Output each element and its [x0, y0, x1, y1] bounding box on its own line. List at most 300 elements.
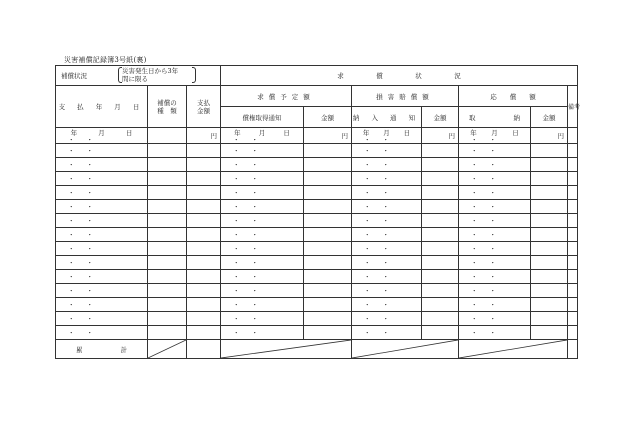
- comp-type-line-2: 種 類: [157, 106, 177, 115]
- month-unit: 月: [383, 129, 390, 137]
- yen-unit: 円: [210, 132, 218, 140]
- table-row: [56, 172, 578, 186]
- date-dot: ・: [489, 329, 497, 337]
- date-dot: ・: [382, 273, 390, 281]
- date-dot: ・: [489, 301, 497, 309]
- remarks-cell: [568, 242, 578, 256]
- comp-type-cell: [148, 242, 187, 256]
- comp-type-cell: [148, 144, 187, 158]
- date-dot: ・: [233, 203, 240, 211]
- remarks-cell: [568, 270, 578, 284]
- payment-date-cell: [56, 128, 148, 144]
- payment-notice-date-cell: [352, 128, 422, 144]
- table-row: [56, 242, 578, 256]
- receipt-date-cell: [459, 144, 531, 158]
- date-dot: ・: [86, 287, 93, 295]
- date-dot: ・: [471, 245, 478, 253]
- table-row: [56, 200, 578, 214]
- date-dot: ・: [251, 217, 259, 225]
- date-dot: ・: [251, 259, 259, 267]
- payment-notice-date-cell: [352, 326, 422, 340]
- table-row: [56, 326, 578, 340]
- receipt-subheading: [459, 107, 531, 128]
- date-dot: ・: [489, 175, 497, 183]
- cumulative-response-cell: [459, 340, 568, 359]
- receipt-subheading-1: 取: [469, 113, 476, 122]
- date-dot: ・: [382, 147, 390, 155]
- date-dot: ・: [382, 136, 390, 144]
- date-dot: ・: [382, 301, 390, 309]
- planned-amount-cell: [304, 158, 352, 172]
- remarks-heading: 備考: [568, 86, 578, 128]
- cumulative-type-cell: [148, 340, 187, 359]
- payment-amount-cell: [187, 214, 221, 228]
- payment-amount-cell: [187, 242, 221, 256]
- date-dot: ・: [471, 161, 478, 169]
- date-dot: ・: [68, 217, 75, 225]
- receipt-date-cell: [459, 128, 531, 144]
- date-dot: ・: [382, 329, 390, 337]
- table-row: [56, 158, 578, 172]
- date-dot: ・: [382, 315, 390, 323]
- date-dot: ・: [489, 245, 497, 253]
- date-dot: ・: [471, 273, 478, 281]
- date-dot: ・: [364, 203, 371, 211]
- date-dot: ・: [251, 231, 259, 239]
- remarks-cell: [568, 256, 578, 270]
- yen-unit: 円: [448, 132, 456, 140]
- response-amount-cell: [531, 312, 568, 326]
- date-dot: ・: [233, 329, 240, 337]
- date-dot: ・: [86, 175, 93, 183]
- payment-amount-cell: [187, 326, 221, 340]
- date-dot: ・: [382, 259, 390, 267]
- date-dot: ・: [86, 231, 93, 239]
- comp-type-cell: [148, 186, 187, 200]
- planned-amount-cell: [304, 144, 352, 158]
- receipt-date-cell: [459, 158, 531, 172]
- date-dot: ・: [364, 259, 371, 267]
- payment-amount-cell: [187, 284, 221, 298]
- damage-compensation-heading: 損害賠償額: [352, 86, 459, 107]
- notice-date-cell: [221, 200, 304, 214]
- date-dot: ・: [471, 217, 478, 225]
- date-dot: ・: [68, 189, 75, 197]
- comp-type-cell: [148, 270, 187, 284]
- planned-claim-heading: 求償予定額: [221, 86, 352, 107]
- comp-type-cell: [148, 256, 187, 270]
- date-dot: ・: [68, 301, 75, 309]
- date-dot: ・: [251, 301, 259, 309]
- date-dot: ・: [471, 287, 478, 295]
- table-row: [56, 270, 578, 284]
- response-heading: 応 償 額: [459, 86, 568, 107]
- status-note: [118, 67, 196, 83]
- remarks-cell: [568, 298, 578, 312]
- date-dot: ・: [471, 231, 478, 239]
- date-dot: ・: [68, 231, 75, 239]
- planned-amount-cell: [304, 172, 352, 186]
- table-row: [56, 144, 578, 158]
- notice-subheading: 償権取得通知: [221, 107, 304, 128]
- date-dot: ・: [68, 136, 75, 144]
- document-title: 災害補償記録簿3号紙(裏): [64, 56, 147, 64]
- date-dot: ・: [364, 189, 371, 197]
- payment-date-cell: [56, 326, 148, 340]
- damage-amount-cell: [422, 158, 459, 172]
- cumulative-amount-cell: [187, 340, 221, 359]
- remarks-cell: [568, 172, 578, 186]
- year-unit: 年: [70, 129, 78, 137]
- payment-date-heading: 支 払 年 月 日: [56, 86, 148, 128]
- ledger-table: [55, 65, 581, 359]
- damage-amount-cell: [422, 172, 459, 186]
- payment-amount-heading: [187, 86, 221, 128]
- comp-type-cell: [148, 214, 187, 228]
- date-dot: ・: [251, 329, 259, 337]
- payment-amount-cell: [187, 144, 221, 158]
- damage-amount-cell: [422, 214, 459, 228]
- date-dot: ・: [233, 189, 240, 197]
- payment-amount-cell: [187, 298, 221, 312]
- date-dot: ・: [251, 203, 259, 211]
- date-dot: ・: [382, 203, 390, 211]
- damage-amount-cell: [422, 200, 459, 214]
- date-dot: ・: [233, 161, 240, 169]
- planned-amount-cell: [304, 228, 352, 242]
- date-dot: ・: [233, 147, 240, 155]
- compensation-ledger: [55, 65, 581, 369]
- date-dot: ・: [68, 245, 75, 253]
- payment-date-cell: [56, 270, 148, 284]
- status-note-line-2: 間に限る: [122, 75, 148, 83]
- date-dot: ・: [489, 136, 497, 144]
- date-dot: ・: [233, 315, 240, 323]
- date-dot: ・: [233, 287, 240, 295]
- receipt-date-cell: [459, 200, 531, 214]
- table-row: [56, 214, 578, 228]
- response-amount-cell: [531, 172, 568, 186]
- cumulative-label-2: 計: [120, 345, 127, 354]
- notice-date-cell: [221, 256, 304, 270]
- remarks-cell: [568, 312, 578, 326]
- table-row: [56, 312, 578, 326]
- date-dot: ・: [382, 231, 390, 239]
- receipt-date-cell: [459, 242, 531, 256]
- payment-date-cell: [56, 228, 148, 242]
- receipt-date-cell: [459, 228, 531, 242]
- notice-date-cell: [221, 144, 304, 158]
- status-cell: [56, 66, 221, 86]
- date-dot: ・: [86, 203, 93, 211]
- date-dot: ・: [382, 175, 390, 183]
- response-amount-cell: [531, 214, 568, 228]
- date-dot: ・: [68, 161, 75, 169]
- date-dot: ・: [382, 287, 390, 295]
- date-dot: ・: [251, 136, 259, 144]
- remarks-cell: [568, 214, 578, 228]
- date-dot: ・: [489, 287, 497, 295]
- yen-unit: 円: [341, 132, 349, 140]
- date-dot: ・: [86, 245, 93, 253]
- payment-notice-date-cell: [352, 200, 422, 214]
- receipt-date-cell: [459, 270, 531, 284]
- amount-subheading-2: 金額: [422, 107, 459, 128]
- receipt-date-cell: [459, 256, 531, 270]
- payment-notice-date-cell: [352, 214, 422, 228]
- date-dot: ・: [233, 259, 240, 267]
- planned-amount-cell: [304, 128, 352, 144]
- date-dot: ・: [364, 161, 371, 169]
- date-dot: ・: [364, 245, 371, 253]
- damage-amount-cell: [422, 144, 459, 158]
- payment-date-cell: [56, 144, 148, 158]
- payment-date-cell: [56, 256, 148, 270]
- comp-type-cell: [148, 312, 187, 326]
- payment-notice-subheading: 納 入 通 知: [352, 107, 422, 128]
- cumulative-row: [56, 340, 578, 359]
- remarks-cell: [568, 144, 578, 158]
- remarks-cell: [568, 128, 578, 144]
- date-dot: ・: [382, 189, 390, 197]
- response-amount-cell: [531, 158, 568, 172]
- year-unit: 年: [362, 129, 370, 137]
- remarks-cell: [568, 228, 578, 242]
- cumulative-label: [56, 340, 148, 359]
- date-dot: ・: [233, 273, 240, 281]
- date-dot: ・: [364, 301, 371, 309]
- receipt-date-cell: [459, 186, 531, 200]
- notice-date-cell: [221, 172, 304, 186]
- payment-amount-cell: [187, 186, 221, 200]
- date-dot: ・: [489, 189, 497, 197]
- claim-status-heading: 求 償 状 況: [221, 66, 578, 86]
- payment-date-cell: [56, 242, 148, 256]
- payment-amount-line-1: 支払: [197, 98, 210, 107]
- response-amount-cell: [531, 128, 568, 144]
- date-dot: ・: [364, 136, 371, 144]
- planned-amount-cell: [304, 214, 352, 228]
- response-amount-cell: [531, 186, 568, 200]
- month-unit: 月: [98, 129, 105, 137]
- table-row: [56, 256, 578, 270]
- date-dot: ・: [471, 136, 478, 144]
- date-dot: ・: [251, 315, 259, 323]
- year-unit: 年: [234, 129, 241, 137]
- response-amount-cell: [531, 326, 568, 340]
- date-dot: ・: [489, 203, 497, 211]
- payment-date-cell: [56, 172, 148, 186]
- comp-type-cell: [148, 172, 187, 186]
- payment-notice-date-cell: [352, 242, 422, 256]
- yen-unit: 円: [557, 132, 565, 140]
- response-amount-cell: [531, 242, 568, 256]
- date-dot: ・: [251, 287, 259, 295]
- receipt-date-cell: [459, 172, 531, 186]
- date-dot: ・: [233, 217, 240, 225]
- payment-date-cell: [56, 186, 148, 200]
- notice-date-cell: [221, 228, 304, 242]
- payment-notice-date-cell: [352, 256, 422, 270]
- damage-amount-cell: [422, 256, 459, 270]
- date-dot: ・: [68, 259, 75, 267]
- payment-notice-date-cell: [352, 172, 422, 186]
- date-dot: ・: [68, 147, 75, 155]
- planned-amount-cell: [304, 186, 352, 200]
- date-dot: ・: [86, 189, 93, 197]
- planned-amount-cell: [304, 326, 352, 340]
- notice-date-cell: [221, 214, 304, 228]
- payment-amount-cell: [187, 256, 221, 270]
- payment-notice-date-cell: [352, 298, 422, 312]
- payment-notice-date-cell: [352, 312, 422, 326]
- date-dot: ・: [86, 329, 93, 337]
- header-row-groups: [56, 86, 578, 107]
- date-dot: ・: [251, 273, 259, 281]
- year-unit: 年: [470, 129, 477, 137]
- planned-amount-cell: [304, 242, 352, 256]
- payment-date-cell: [56, 200, 148, 214]
- date-dot: ・: [68, 175, 75, 183]
- table-row: [56, 228, 578, 242]
- date-dot: ・: [364, 147, 371, 155]
- response-amount-cell: [531, 228, 568, 242]
- notice-date-cell: [221, 270, 304, 284]
- date-dot: ・: [86, 161, 93, 169]
- response-amount-cell: [531, 200, 568, 214]
- cumulative-label-1: 累: [76, 345, 83, 354]
- response-amount-cell: [531, 270, 568, 284]
- cumulative-remarks-cell: [568, 340, 578, 359]
- notice-date-cell: [221, 284, 304, 298]
- date-dot: ・: [233, 301, 240, 309]
- response-amount-cell: [531, 284, 568, 298]
- planned-amount-cell: [304, 200, 352, 214]
- payment-date-cell: [56, 312, 148, 326]
- payment-notice-date-cell: [352, 144, 422, 158]
- date-dot: ・: [68, 287, 75, 295]
- date-dot: ・: [471, 203, 478, 211]
- date-dot: ・: [489, 273, 497, 281]
- date-dot: ・: [68, 203, 75, 211]
- notice-date-cell: [221, 128, 304, 144]
- payment-amount-cell: [187, 312, 221, 326]
- date-dot: ・: [382, 245, 390, 253]
- date-dot: ・: [86, 136, 93, 144]
- date-dot: ・: [489, 315, 497, 323]
- remarks-cell: [568, 186, 578, 200]
- comp-type-cell: [148, 326, 187, 340]
- ledger-body: [56, 128, 578, 340]
- date-dot: ・: [251, 147, 259, 155]
- day-unit: 日: [512, 129, 519, 137]
- payment-date-cell: [56, 158, 148, 172]
- receipt-date-cell: [459, 214, 531, 228]
- remarks-cell: [568, 284, 578, 298]
- table-row: [56, 284, 578, 298]
- date-dot: ・: [364, 315, 371, 323]
- amount-subheading-1: 金額: [304, 107, 352, 128]
- date-dot: ・: [364, 231, 371, 239]
- date-dot: ・: [364, 175, 371, 183]
- response-amount-cell: [531, 144, 568, 158]
- notice-date-cell: [221, 326, 304, 340]
- date-dot: ・: [382, 217, 390, 225]
- date-dot: ・: [471, 315, 478, 323]
- date-dot: ・: [489, 147, 497, 155]
- remarks-cell: [568, 200, 578, 214]
- month-unit: 月: [258, 129, 266, 137]
- date-dot: ・: [233, 175, 240, 183]
- date-dot: ・: [233, 245, 240, 253]
- date-dot: ・: [68, 273, 75, 281]
- payment-amount-cell: [187, 270, 221, 284]
- cumulative-planned-cell: [221, 340, 352, 359]
- header-row-status: [56, 66, 578, 86]
- date-dot: ・: [489, 231, 497, 239]
- date-dot: ・: [471, 189, 478, 197]
- date-dot: ・: [68, 315, 75, 323]
- date-dot: ・: [251, 245, 259, 253]
- date-dot: ・: [489, 161, 497, 169]
- date-dot: ・: [86, 217, 93, 225]
- date-dot: ・: [86, 259, 93, 267]
- date-dot: ・: [471, 301, 478, 309]
- date-dot: ・: [86, 273, 93, 281]
- date-dot: ・: [251, 161, 259, 169]
- response-amount-cell: [531, 256, 568, 270]
- date-dot: ・: [86, 301, 93, 309]
- date-dot: ・: [364, 287, 371, 295]
- receipt-date-cell: [459, 312, 531, 326]
- damage-amount-cell: [422, 242, 459, 256]
- comp-type-cell: [148, 228, 187, 242]
- comp-type-cell: [148, 128, 187, 144]
- date-dot: ・: [251, 189, 259, 197]
- payment-amount-cell: [187, 200, 221, 214]
- planned-amount-cell: [304, 256, 352, 270]
- date-dot: ・: [489, 259, 497, 267]
- day-unit: 日: [283, 129, 290, 137]
- table-row: [56, 186, 578, 200]
- payment-date-cell: [56, 284, 148, 298]
- date-dot: ・: [233, 136, 240, 144]
- date-dot: ・: [471, 259, 478, 267]
- damage-amount-cell: [422, 284, 459, 298]
- receipt-subheading-2: 納: [513, 113, 521, 122]
- planned-amount-cell: [304, 312, 352, 326]
- notice-date-cell: [221, 242, 304, 256]
- month-unit: 月: [491, 129, 498, 137]
- payment-notice-date-cell: [352, 284, 422, 298]
- payment-notice-date-cell: [352, 186, 422, 200]
- damage-amount-cell: [422, 186, 459, 200]
- remarks-cell: [568, 158, 578, 172]
- damage-amount-cell: [422, 128, 459, 144]
- receipt-date-cell: [459, 298, 531, 312]
- comp-type-cell: [148, 158, 187, 172]
- planned-amount-cell: [304, 298, 352, 312]
- amount-subheading-3: 金額: [531, 107, 568, 128]
- status-label: 補償状況: [61, 72, 87, 80]
- damage-amount-cell: [422, 298, 459, 312]
- date-dot: ・: [86, 315, 93, 323]
- payment-amount-line-2: 金額: [197, 106, 210, 115]
- day-unit: 日: [125, 129, 133, 137]
- comp-type-cell: [148, 298, 187, 312]
- remarks-cell: [568, 326, 578, 340]
- cumulative-damage-cell: [352, 340, 459, 359]
